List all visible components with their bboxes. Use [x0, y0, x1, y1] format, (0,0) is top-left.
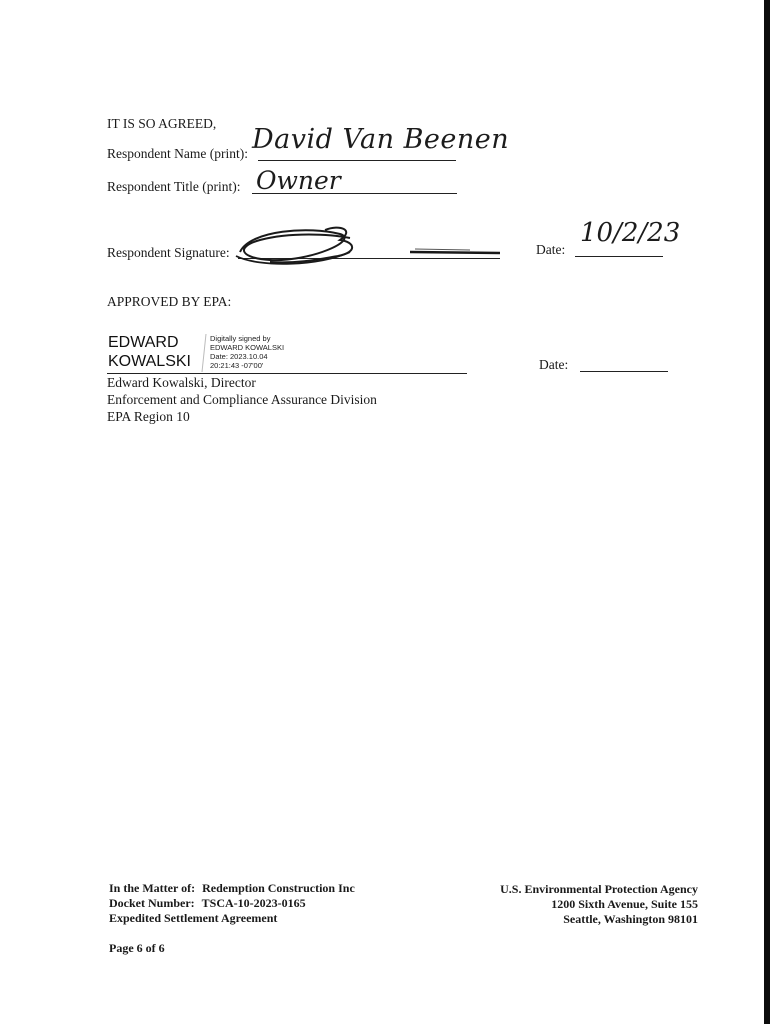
digital-sig-line3: Date: 2023.10.04	[210, 352, 268, 361]
respondent-name-line	[258, 160, 456, 161]
footer-matter-label: In the Matter of:	[109, 881, 196, 895]
respondent-date-handwriting: 10/2/23	[580, 218, 681, 248]
footer-address-line1: 1200 Sixth Avenue, Suite 155	[551, 897, 698, 911]
epa-date-line	[580, 371, 668, 372]
respondent-title-label: Respondent Title (print):	[107, 179, 241, 194]
respondent-signature-label: Respondent Signature:	[107, 245, 230, 260]
signer-region: EPA Region 10	[107, 409, 190, 424]
signer-division: Enforcement and Compliance Assurance Division	[107, 392, 377, 407]
respondent-name-handwriting: David Van Beenen	[252, 124, 510, 155]
digital-sig-line4: 20:21:43 -07'00'	[210, 361, 264, 370]
respondent-signature-scribble	[230, 222, 505, 272]
signer-last-name: KOWALSKI	[108, 353, 191, 370]
signer-first-name: EDWARD	[108, 334, 179, 351]
footer-docket	[109, 896, 306, 911]
respondent-date-label: Date:	[536, 242, 566, 257]
agreement-heading: IT IS SO AGREED,	[107, 116, 217, 131]
footer-matter	[109, 881, 355, 896]
footer-document-type: Expedited Settlement Agreement	[109, 911, 278, 925]
digital-signature-divider	[200, 332, 210, 374]
footer-docket-label: Docket Number:	[109, 896, 195, 910]
footer-address-line2: Seattle, Washington 98101	[563, 912, 698, 926]
digital-signature-block	[210, 334, 284, 370]
page-number: Page 6 of 6	[109, 941, 165, 955]
epa-date-label: Date:	[539, 357, 569, 372]
footer-agency: U.S. Environmental Protection Agency	[500, 882, 698, 896]
digital-sig-line2: EDWARD KOWALSKI	[210, 343, 285, 352]
footer-matter-value: Redemption Construction Inc	[202, 881, 355, 895]
respondent-title-handwriting: Owner	[256, 166, 341, 195]
epa-signature-line	[107, 373, 467, 374]
signer-name-title: Edward Kowalski, Director	[107, 375, 256, 390]
digital-sig-line1: Digitally signed by	[210, 334, 271, 343]
respondent-date-line	[575, 256, 663, 257]
footer-docket-value: TSCA-10-2023-0165	[201, 896, 306, 910]
respondent-name-label: Respondent Name (print):	[107, 146, 248, 161]
approval-heading: APPROVED BY EPA:	[107, 294, 232, 309]
scan-edge-shadow	[764, 0, 770, 1024]
